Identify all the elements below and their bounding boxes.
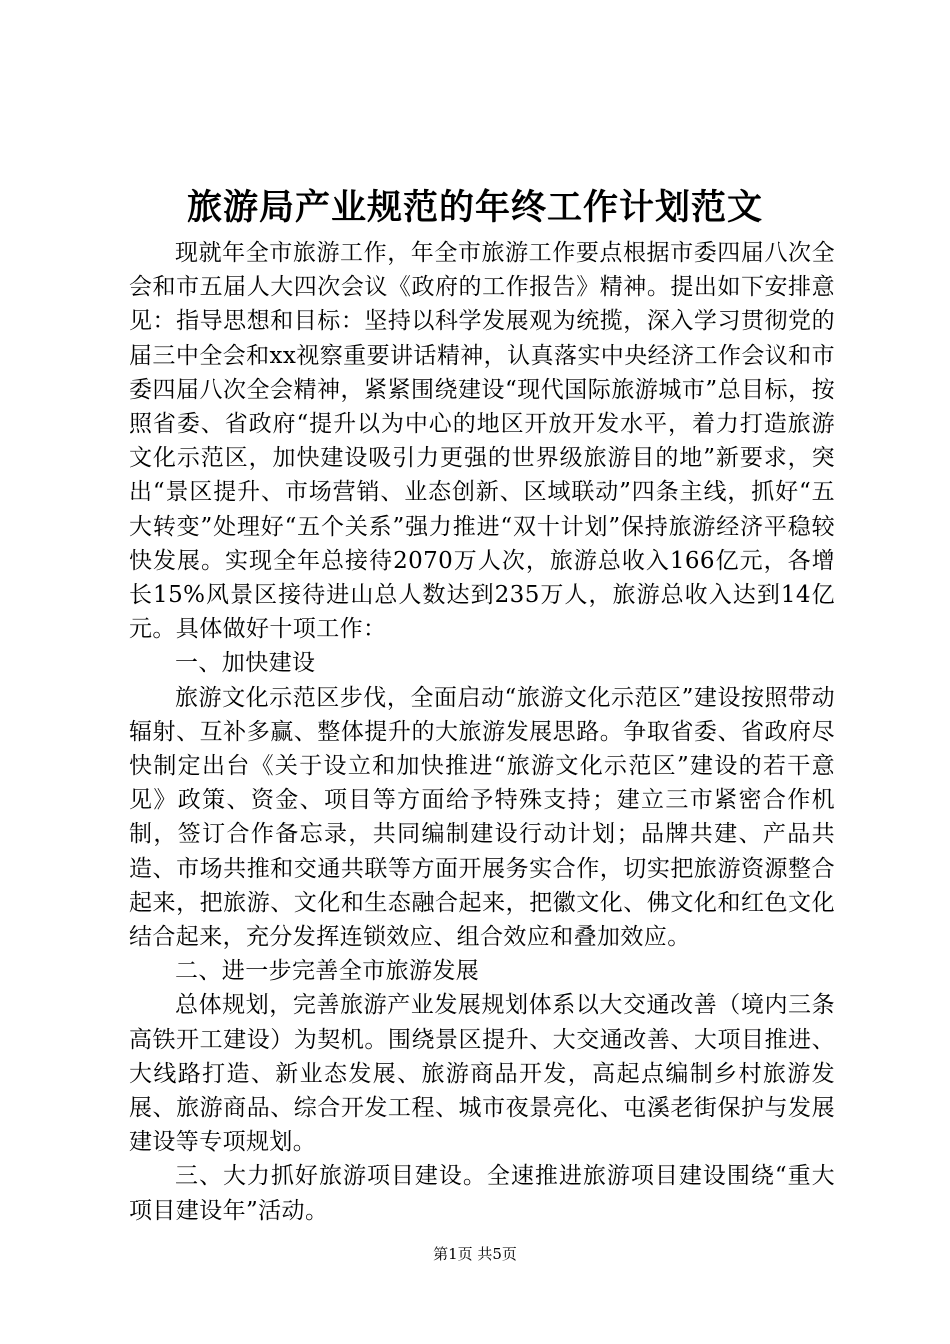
section-heading: 二、进一步完善全市旅游发展 bbox=[175, 958, 480, 985]
body-paragraph: 三、大力抓好旅游项目建设。全速推进旅游项目建设围绕“重大项目建设年”活动。 bbox=[129, 1163, 835, 1224]
body-paragraph: 旅游文化示范区步伐，全面启动“旅游文化示范区”建设按照带动辐射、互补多赢、整体提升的大旅游发展思路。争取省委、省政府尽快制定出台《关于设立和加快推进“旅游文化示范区”建设的若干意见》政策、资金、项目等方面给予特殊支持；建立三市紧密合作机制，签订合作备忘录，共同编制建设行动计划；品牌共建、产品共造、市场共推和交通共联等方面开展务实合作，切实把旅游资源整合起来，把旅游、文化和生态融合起来，把徽文化、佛文化和红色文化结合起来，充分发挥连锁效应、组合效应和叠加效应。 bbox=[129, 684, 835, 951]
document-title: 旅游局产业规范的年终工作计划范文 bbox=[186, 187, 763, 228]
section-heading: 一、加快建设 bbox=[175, 650, 316, 677]
body-paragraph: 现就年全市旅游工作，年全市旅游工作要点根据市委四届八次全会和市五届人大四次会议《政府的工作报告》精神。提出如下安排意见：指导思想和目标：坚持以科学发展观为统揽，深入学习贯彻党的届三中全会和xx视察重要讲话精神，认真落实中央经济工作会议和市委四届八次全会精神，紧紧围绕建设“现代国际旅游城市”总目标，按照省委、省政府“提升以为中心的地区开放开发水平，着力打造旅游文化示范区，加快建设吸引力更强的世界级旅游目的地”新要求，突出“景区提升、市场营销、业态创新、区域联动”四条主线，抓好“五大转变”处理好“五个关系”强力推进“双十计划”保持旅游经济平稳较快发展。实现全年总接待2070万人次，旅游总收入166亿元，各增长15%风景区接待进山总人数达到235万人，旅游总收入达到14亿元。具体做好十项工作： bbox=[129, 240, 835, 643]
body-paragraph: 总体规划，完善旅游产业发展规划体系以大交通改善（境内三条高铁开工建设）为契机。围绕景区提升、大交通改善、大项目推进、大线路打造、新业态发展、旅游商品开发，高起点编制乡村旅游发展、旅游商品、综合开发工程、城市夜景亮化、屯溪老街保护与发展建设等专项规划。 bbox=[129, 992, 835, 1156]
document-body bbox=[129, 236, 835, 1228]
page-footer: 第1页 共5页 bbox=[433, 1245, 517, 1263]
